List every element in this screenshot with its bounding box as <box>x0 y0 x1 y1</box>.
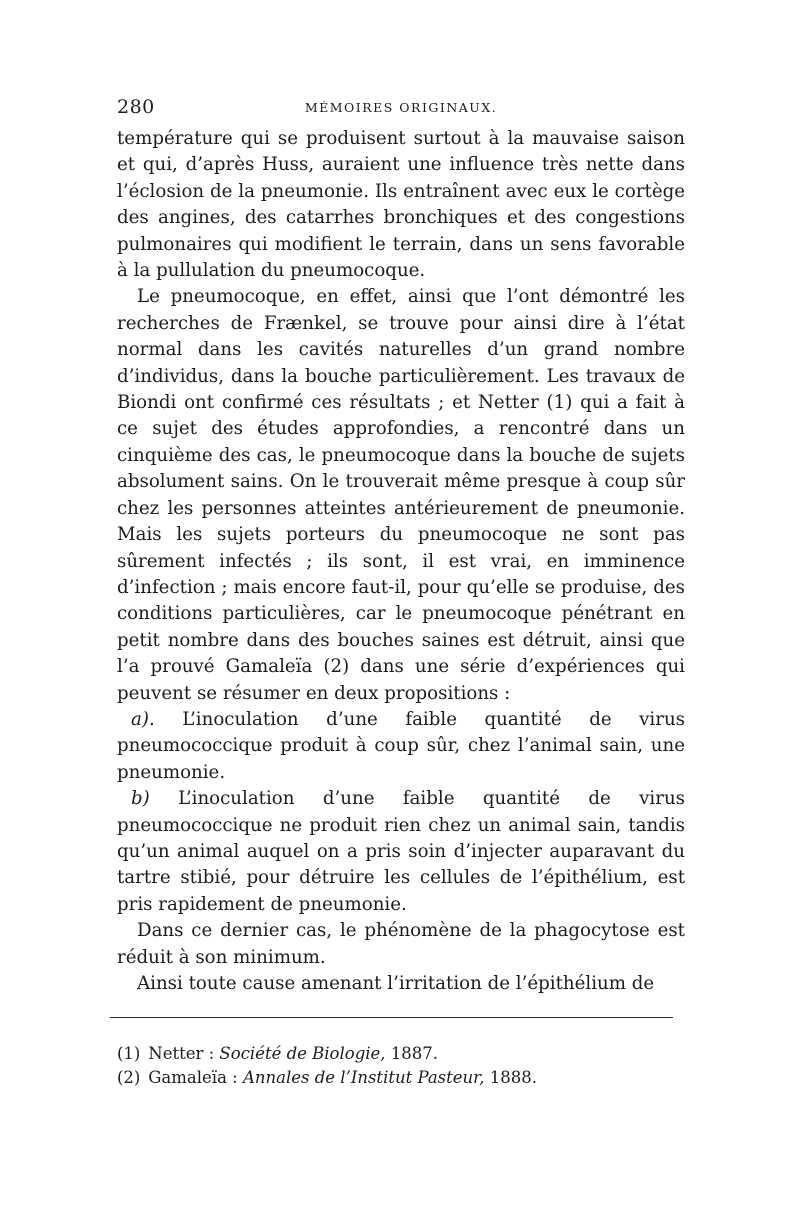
proposition-b-marker: b) <box>131 788 150 810</box>
document-page <box>117 96 685 1090</box>
paragraph-continued: température qui se produisent surtout à la mauvaise saison et qui, d’après Huss, auraient une influence très nette dans l’éclosion de la pneumonie. Ils entraînent avec eux le cortège des angines, des catarrhes bronchiques et des congestions pulmonaires qui modifient le terrain, dans un sens favorable à la pullulation du pneumocoque. <box>117 128 685 282</box>
proposition-a <box>117 707 685 786</box>
footnote-2-number: (2) <box>117 1068 141 1088</box>
footnote-1 <box>117 1042 685 1066</box>
proposition-a-text: L’inoculation d’une faible quantité de virus pneumococcique produit à coup sûr, chez l’animal sain, une pneumonie. <box>117 708 685 783</box>
proposition-b <box>117 786 685 918</box>
paragraph-phagocytose: Dans ce dernier cas, le phénomène de la phagocytose est réduit à son minimum. <box>117 920 685 968</box>
page-number: 280 <box>117 96 155 118</box>
footnote-2-author: Gamaleïa : <box>148 1068 238 1088</box>
footnote-1-year: 1887. <box>390 1044 439 1064</box>
running-head: MÉMOIRES ORIGINAUX. <box>304 100 498 115</box>
proposition-b-text: L’inoculation d’une faible quantité de virus pneumococcique ne produit rien chez un animal sain, tandis qu’un animal auquel on a pris soin d’injecter auparavant du tartre stibié, pour détruire les cellules de l’épithélium, est pris rapidement de pneumonie. <box>117 788 685 915</box>
footnote-1-source: Société de Biologie, <box>219 1044 386 1064</box>
footnote-1-author: Netter : <box>148 1044 215 1064</box>
page-header <box>117 96 685 120</box>
paragraph-pneumocoque: Le pneumocoque, en effet, ainsi que l’ont démontré les recherches de Frænkel, se trouve pour ainsi dire à l’état normal dans les cavités naturelles d’un grand nombre d’individus, dans la bouche particulièrement. Les travaux de Biondi ont confirmé ces résultats ; et Netter (1) qui a fait à ce sujet des études approfondies, a rencontré dans un cinquième des cas, le pneumocoque dans la bouche de sujets absolument sains. On le trouverait même presque à coup sûr chez les personnes atteintes antérieurement de pneumonie. Mais les sujets porteurs du pneumocoque ne sont pas sûrement infectés ; ils sont, il est vrai, en imminence d’infection ; mais encore faut-il, pour qu’elle se produise, des conditions particulières, car le pneumocoque pénétrant en petit nombre dans des bouches saines est détruit, ainsi que l’a prouvé Gamaleïa (2) dans une série d’expériences qui peuvent se résumer en deux propositions : <box>117 286 685 704</box>
footnote-2 <box>117 1066 685 1090</box>
paragraph-ainsi: Ainsi toute cause amenant l’irritation de l’épithélium de <box>137 973 655 994</box>
footnote-2-year: 1888. <box>489 1068 537 1088</box>
footnote-2-source: Annales de l’Institut Pasteur, <box>242 1068 485 1088</box>
body-text <box>117 126 685 997</box>
proposition-a-marker: a). <box>131 708 155 730</box>
footnote-1-number: (1) <box>117 1044 141 1064</box>
footnote-divider <box>110 1017 673 1018</box>
footnotes <box>117 1042 685 1090</box>
